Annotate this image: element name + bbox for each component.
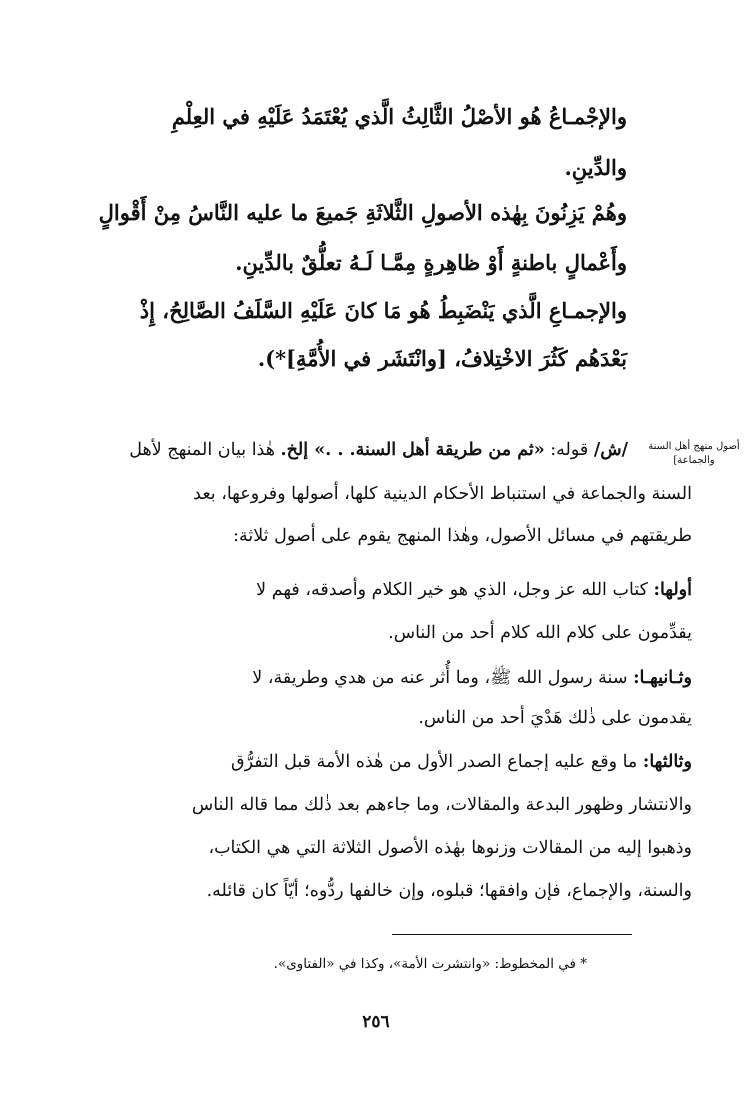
sharh-marker: /ش/ [593,440,628,460]
point-label: وثالثها: [642,752,692,772]
point-first-line [52,666,692,692]
point-line: والسنة، والإجماع، فإن وافقها؛ قبلوه، وإن خالفها ردُّوه؛ أيّاً كان قائله. [206,881,692,901]
footnote-divider [392,934,632,935]
point-text: ما وقع عليه إجماع الصدر الأول من هٰذه الأمة قبل التفرُّق [231,752,638,772]
matn-line: والإجمـاعِ الَّذي يَنْضَبِطُ هُو مَا كانَ عَلَيْهِ السَّلَفُ الصَّالِحُ، إِذْ [139,298,627,323]
sharh-quote: «ثم من طريقة أهل السنة. . .» إلخ. [280,440,545,460]
point-text: سنة رسول الله ﷺ، وما أُثر عنه من هدي وطريقة، لا [252,668,628,688]
point-line: وذهبوا إليه من المقالات وزنوها بهٰذه الأصول الثلاثة التي هي الكتاب، [208,838,692,858]
matn-line: وهُمْ يَزِنُونَ بِهٰذه الأصولِ الثَّلاثَةِ جَميعَ ما عليه النَّاسُ مِنْ أَقْوالٍ [98,200,627,225]
point-text: كتاب الله عز وجل، الذي هو خير الكلام وأصدقه، فهم لا [256,580,648,600]
sharh-line: طريقتهم في مسائل الأصول، وهٰذا المنهج يقوم على أصول ثلاثة: [233,526,692,546]
point-line: يقدمون على ذٰلك هَدْيَ أحد من الناس. [418,708,692,728]
matn-line: والإجْمـاعُ هُو الأصْلُ الثَّالِثُ الَّذي يُعْتَمَدُ عَلَيْهِ في العِلْمِ [171,104,627,129]
point-first-line [52,752,692,772]
sharh-first-line [54,440,628,460]
matn-line: والدِّينِ. [564,155,627,180]
point-first-line [52,580,692,600]
margin-note: أصول منهج أهل السنة والجماعة] [648,441,740,466]
point-line: والانتشار وظهور البدعة والمقالات، وما جاءهم بعد ذٰلك مما قاله الناس [191,795,692,815]
point-label: وثـانيهـا: [633,668,692,688]
matn-line: وأَعْمالٍ باطنةٍ أَوْ ظاهِرةٍ مِمَّـا لَـهُ تعلُّقٌ بالدِّينِ. [235,250,627,275]
sharh-intro: قوله: [550,440,589,460]
page-number: ٢٥٦ [362,1012,390,1032]
sharh-line: السنة والجماعة في استنباط الأحكام الدينية كلها، أصولها وفروعها، بعد [193,484,692,504]
matn-line: بَعْدَهُم كَثُرَ الاخْتِلافُ، [وانْتَشَر في الأُمَّةِ]*). [257,346,627,371]
sharh-after-quote: هٰذا بيان المنهج لأهل [129,440,275,460]
footnote: * في المخطوط: «وانتشرت الأمة»، وكذا في «الفتاوى». [273,956,587,972]
point-line: يقدِّمون على كلام الله كلام أحد من الناس. [388,623,692,643]
point-label: أولها: [653,580,692,600]
